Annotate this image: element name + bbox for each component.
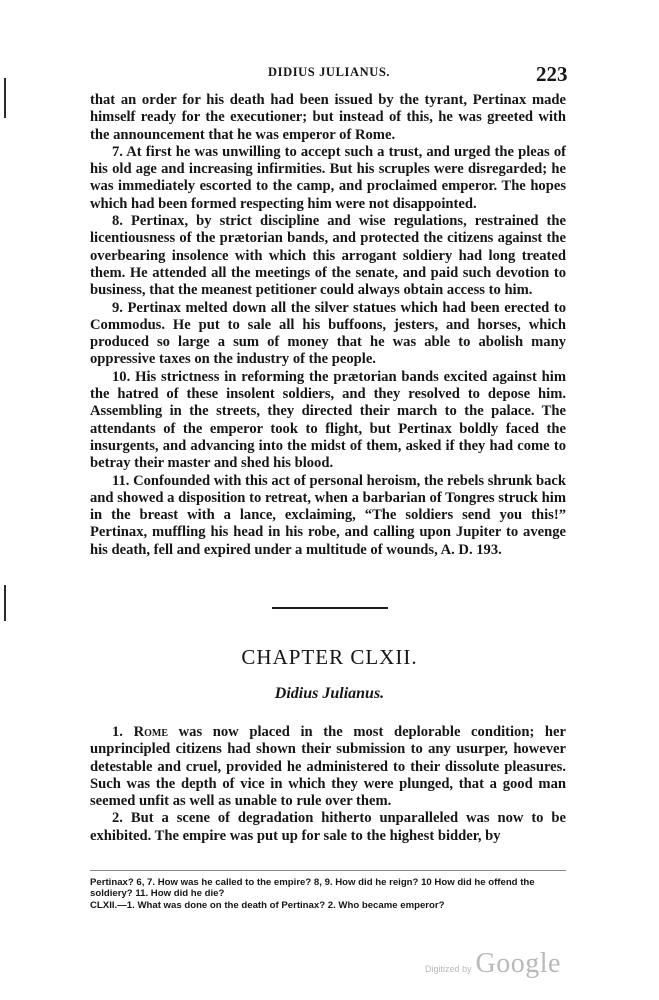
body-text xyxy=(90,92,566,559)
running-head-title: DIDIUS JULIANUS. xyxy=(268,65,391,79)
footnotes xyxy=(90,877,566,911)
chapter-subtitle: Didius Julianus. xyxy=(274,685,385,702)
chapter-heading: CHAPTER CLXII. xyxy=(241,645,418,669)
paragraph-continuation: that an order for his death had been issued by the tyrant, Pertinax made himself ready for the executioner; but instead of this, he was greeted with the announcement that he was emperor of Rome. xyxy=(90,92,566,143)
footnote-line: Pertinax? 6, 7. How was he called to the empire? 8, 9. How did he reign? 10 How did he offend the soldiery? 11. How did he die? xyxy=(90,877,535,900)
footnote-divider xyxy=(90,870,566,871)
google-logo: Google xyxy=(475,948,561,979)
chapter-paragraph-1 xyxy=(90,724,566,810)
section-divider xyxy=(272,607,388,609)
paragraph-10: 10. His strictness in reforming the prætorian bands excited against him the hatred of these insolent soldiers, and they resolved to depose him. Assembling in the streets, they directed their march to the palace. The attendants of the emperor took to flight, but Pertinax boldly faced the insurgents, and advancing into the midst of them, asked if they had come to betray their master and shed his blood. xyxy=(90,368,566,472)
page-number: 223 xyxy=(536,62,568,86)
chapter-text xyxy=(90,724,566,845)
watermark-prefix: Digitized by xyxy=(425,964,472,974)
paragraph-body: was now placed in the most deplorable condition; her unprincipled citizens had shown their submission to any usurper, however detestable and cruel, provided he administered to their dissolute pleasures. Such was the depth of vice in which they were plunged, that a good man seemed unfit as well as unable to rule over them. xyxy=(90,724,566,810)
paragraph-11: 11. Confounded with this act of personal heroism, the rebels shrunk back and showed a disposition to retreat, when a barbarian of Tongres struck him in the breast with a lance, exclaiming, “The soldiers send you this!” Pertinax, muffling his head in his robe, and calling upon Jupiter to avenge his death, fell and expired under a multitude of wounds, A. D. 193. xyxy=(90,472,566,558)
footnote-line: CLXII.—1. What was done on the death of Pertinax? 2. Who became emperor? xyxy=(90,899,445,911)
page-edge-mark-bottom xyxy=(4,585,6,621)
paragraph-number: 1. xyxy=(112,724,123,740)
digitized-watermark xyxy=(425,948,561,980)
paragraph-9: 9. Pertinax melted down all the silver statues which had been erected to Commodus. He put to sale all his buffoons, jesters, and horses, which produced so large a sum of money that he was able to abolish many oppressive taxes on the industry of the people. xyxy=(90,299,566,368)
lead-word: Rome xyxy=(133,724,169,740)
paragraph-8: 8. Pertinax, by strict discipline and wise regulations, restrained the licentiousness of the prætorian bands, and protected the citizens against the overbearing insolence with which this arrogant soldiery had long treated them. He attended all the meetings of the senate, and paid such devotion to business, that the meanest petitioner could always obtain access to him. xyxy=(90,213,566,299)
paragraph-7: 7. At first he was unwilling to accept such a trust, and urged the pleas of his old age and increasing infirmities. But his scruples were disregarded; he was immediately escorted to the camp, and proclaimed emperor. The hopes which had been formed respecting him were not disappointed. xyxy=(90,143,566,212)
chapter-paragraph-2: 2. But a scene of degradation hitherto unparalleled was now to be exhibited. The empire was put up for sale to the highest bidder, by xyxy=(90,810,566,844)
running-head xyxy=(0,62,659,84)
page-edge-mark-top xyxy=(4,78,6,118)
